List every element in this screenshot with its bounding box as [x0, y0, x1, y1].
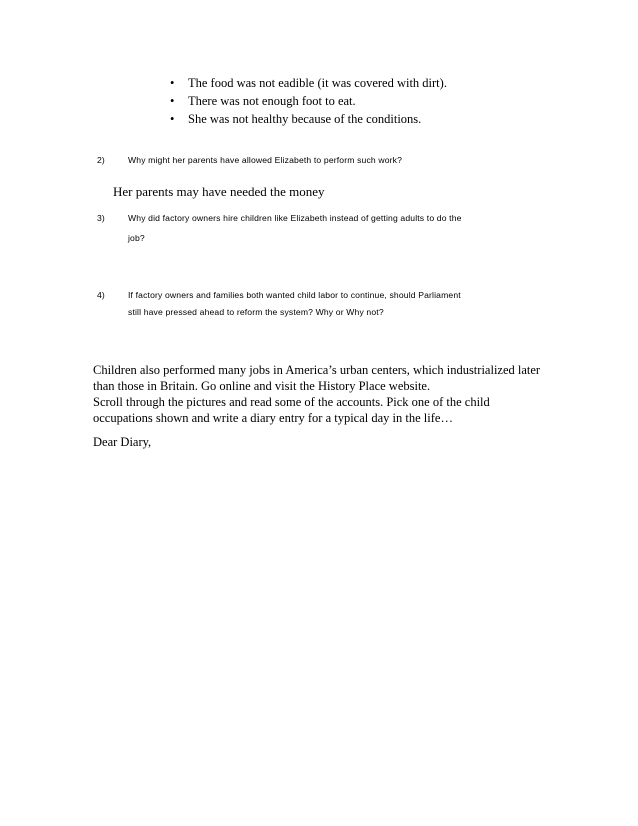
- bullet-icon: •: [170, 112, 175, 126]
- instruction-paragraph: [93, 362, 540, 426]
- answer-q2: Her parents may have needed the money: [113, 184, 325, 199]
- bullet-item: [170, 110, 447, 128]
- question-text: Why might her parents have allowed Elizabeth to perform such work?: [128, 155, 403, 165]
- question-text: Why did factory owners hire children like Elizabeth instead of getting adults to do the: [128, 213, 462, 223]
- question-number: 4): [97, 290, 105, 300]
- paragraph-line: than those in Britain. Go online and visit the History Place website.: [93, 379, 431, 393]
- paragraph-line: occupations shown and write a diary entry for a typical day in the life…: [93, 411, 453, 425]
- question-text: job?: [128, 233, 145, 243]
- bullet-icon: •: [170, 76, 175, 90]
- bullet-text: There was not enough foot to eat.: [188, 94, 356, 108]
- diary-greeting: Dear Diary,: [93, 435, 152, 449]
- bullet-icon: •: [170, 94, 175, 108]
- bullet-text: The food was not eadible (it was covered with dirt).: [188, 76, 447, 90]
- question-text: If factory owners and families both wanted child labor to continue, should Parliament: [128, 290, 461, 300]
- bullet-list: [170, 74, 447, 128]
- question-number: 2): [97, 155, 105, 165]
- question-number: 3): [97, 213, 105, 223]
- paragraph-line: Scroll through the pictures and read some of the accounts. Pick one of the child: [93, 395, 490, 409]
- bullet-text: She was not healthy because of the conditions.: [188, 112, 422, 126]
- bullet-item: [170, 92, 447, 110]
- paragraph-line: Children also performed many jobs in America’s urban centers, which industrialized later: [93, 363, 541, 377]
- bullet-item: [170, 74, 447, 92]
- question-text: still have pressed ahead to reform the system? Why or Why not?: [128, 307, 384, 317]
